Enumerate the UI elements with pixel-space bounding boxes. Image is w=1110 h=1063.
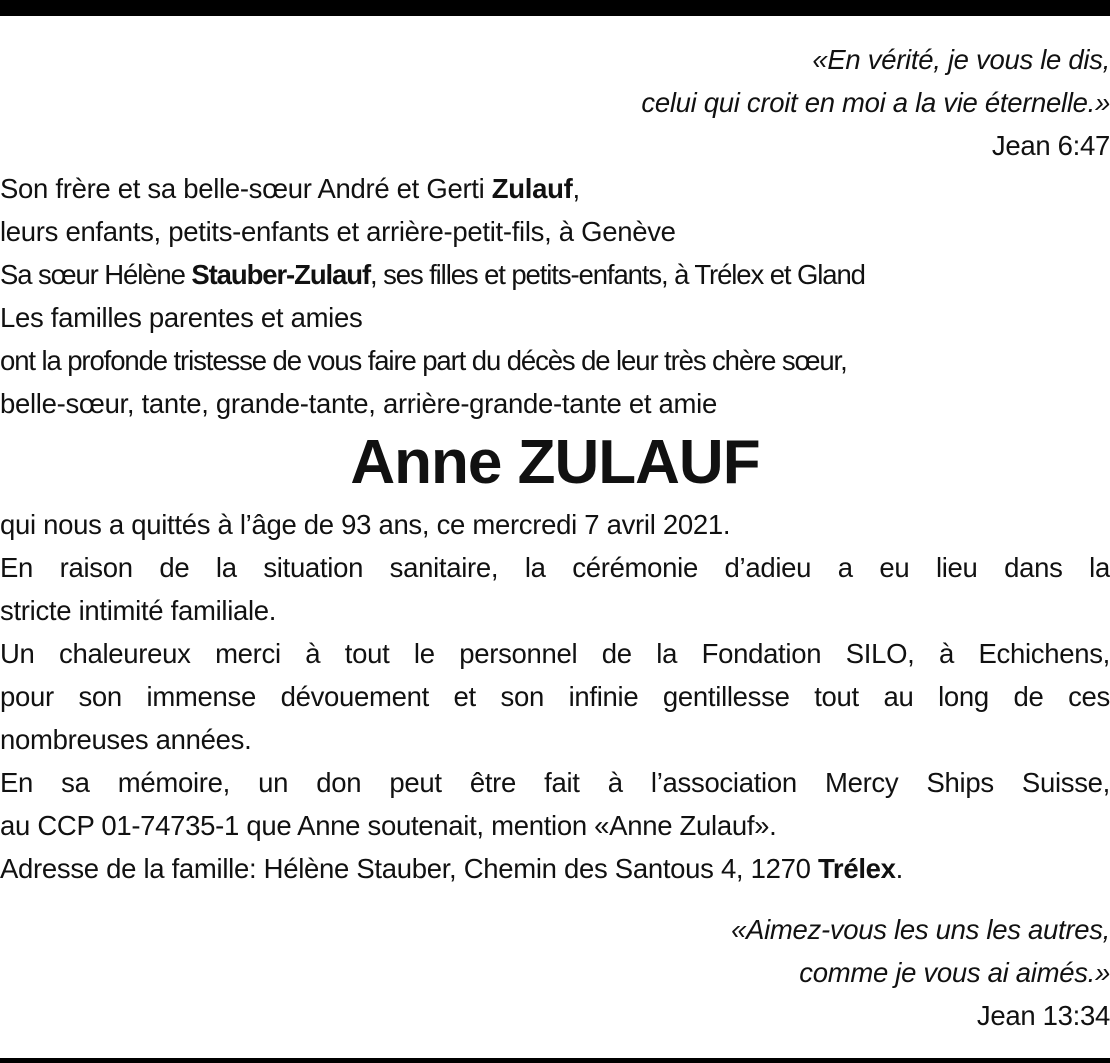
- body-line-5: pour son immense dévouement et son infinie gentillesse tout au long de ces: [0, 681, 1110, 712]
- announcement-intro: [0, 167, 1110, 425]
- family-address-punct: .: [895, 853, 903, 884]
- intro-line-3-surname: Stauber-Zulauf: [191, 259, 371, 290]
- intro-line-3-text: Sa sœur Hélène: [0, 259, 192, 290]
- intro-line-1-text: Son frère et sa belle-sœur André et Gerti: [0, 173, 492, 204]
- top-rule: [0, 0, 1110, 16]
- opening-quote: [0, 38, 1110, 167]
- opening-quote-line-1: «En vérité, je vous le dis,: [812, 44, 1110, 75]
- family-address-town: Trélex: [817, 853, 896, 884]
- bottom-rule: [0, 1058, 1110, 1063]
- closing-quote: [0, 908, 1110, 1037]
- intro-line-3-rest: , ses filles et petits-enfants, à Trélex et Gland: [370, 259, 865, 290]
- body-line-1: qui nous a quittés à l’âge de 93 ans, ce mercredi 7 avril 2021.: [0, 509, 731, 540]
- intro-line-1: [0, 167, 1110, 210]
- body-line-2: En raison de la situation sanitaire, la cérémonie d’adieu a eu lieu dans la: [0, 552, 1110, 583]
- body-line-3: stricte intimité familiale.: [0, 595, 277, 626]
- intro-line-2: leurs enfants, petits-enfants et arrière-petit-fils, à Genève: [0, 216, 676, 247]
- closing-quote-line-1: «Aimez-vous les uns les autres,: [731, 914, 1110, 945]
- family-address-text: Adresse de la famille: Hélène Stauber, Chemin des Santous 4, 1270: [0, 853, 818, 884]
- opening-quote-line-2: celui qui croit en moi a la vie éternelle.»: [641, 87, 1110, 118]
- body-line-9: [0, 847, 1110, 890]
- body-line-4: Un chaleureux merci à tout le personnel de la Fondation SILO, à Echichens,: [0, 638, 1110, 669]
- opening-quote-reference: Jean 6:47: [991, 130, 1110, 161]
- intro-line-3: [0, 253, 1110, 296]
- intro-line-4: Les familles parentes et amies: [0, 302, 363, 333]
- closing-quote-line-2: comme je vous ai aimés.»: [799, 957, 1110, 988]
- body-line-7: En sa mémoire, un don peut être fait à l’association Mercy Ships Suisse,: [0, 767, 1110, 798]
- obituary-notice: [0, 38, 1110, 1037]
- body-line-8: au CCP 01-74735-1 que Anne soutenait, mention «Anne Zulauf».: [0, 810, 777, 841]
- announcement-body: [0, 503, 1110, 890]
- intro-line-6: belle-sœur, tante, grande-tante, arrière-grande-tante et amie: [0, 388, 717, 419]
- intro-line-5: ont la profonde tristesse de vous faire part du décès de leur très chère sœur,: [0, 345, 847, 376]
- deceased-name: Anne ZULAUF: [350, 428, 760, 497]
- intro-line-1-surname: Zulauf: [491, 173, 573, 204]
- closing-quote-reference: Jean 13:34: [976, 1000, 1110, 1031]
- intro-line-1-punct: ,: [572, 173, 580, 204]
- body-line-6: nombreuses années.: [0, 724, 252, 755]
